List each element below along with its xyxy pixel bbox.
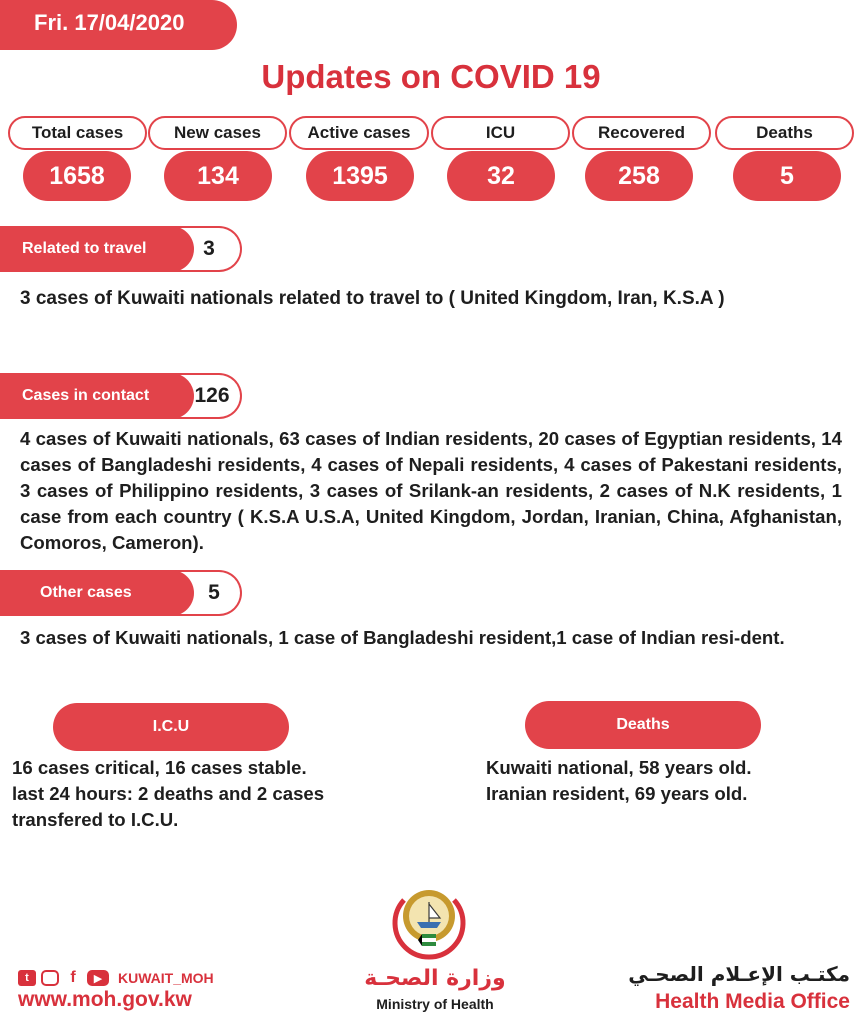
other-text: 3 cases of Kuwaiti nationals, 1 case of Bangladeshi resident,1 case of Indian resi-dent. xyxy=(20,627,785,648)
travel-count-value: 3 xyxy=(203,237,215,260)
twitter-icon[interactable]: t xyxy=(18,970,36,986)
stat-value-total: 1658 xyxy=(23,151,131,201)
ministry-name-english: Ministry of Health xyxy=(376,996,494,1012)
social-handle[interactable]: KUWAIT_MOH xyxy=(118,970,214,986)
page-title: Updates on COVID 19 xyxy=(261,58,601,95)
stat-value-active: 1395 xyxy=(306,151,414,201)
contact-header: Cases in contact xyxy=(0,373,194,419)
contact-text: 4 cases of Kuwaiti nationals, 63 cases of Indian residents, 20 cases of Egyptian residents, 14 cases of Bangladeshi residents, 4 cases of Nepali residents, 4 cases of Pakestani residents, 3 cases of Philippino residents, 3 cases of Srilank-an residents, 2 cases of N.K residents, 1 case from each country ( K.S.A U.S.A, United Kingdom, Jordan, Iranian, China, Afghanistan, Comoros, Cameron). xyxy=(20,428,842,553)
instagram-icon[interactable] xyxy=(41,970,59,986)
stat-label-new: New cases xyxy=(148,116,287,150)
travel-text: 3 cases of Kuwaiti nationals related to travel to ( United Kingdom, Iran, K.S.A ) xyxy=(20,288,725,309)
stat-label-deaths: Deaths xyxy=(715,116,854,150)
travel-header: Related to travel xyxy=(0,226,194,272)
icu-line-1: 16 cases critical, 16 cases stable. xyxy=(12,757,307,778)
facebook-icon[interactable]: f xyxy=(64,970,82,986)
stat-value-new: 134 xyxy=(164,151,272,201)
icu-line-3: transfered to I.C.U. xyxy=(12,809,179,830)
media-office-english: Health Media Office xyxy=(655,990,850,1013)
social-links xyxy=(18,970,214,986)
ministry-name-arabic: وزارة الصحـة xyxy=(364,966,506,991)
deaths-header: Deaths xyxy=(525,701,761,749)
youtube-icon[interactable]: ▶ xyxy=(87,970,109,986)
stat-label-active: Active cases xyxy=(289,116,429,150)
stat-label-icu: ICU xyxy=(431,116,570,150)
website-link[interactable]: www.moh.gov.kw xyxy=(18,988,192,1011)
deaths-line-2: Iranian resident, 69 years old. xyxy=(486,783,748,804)
stat-value-icu: 32 xyxy=(447,151,555,201)
media-office-arabic: مكتـب الإعـلام الصحـي xyxy=(628,962,850,986)
icu-line-2: last 24 hours: 2 deaths and 2 cases xyxy=(12,783,325,804)
other-count-value: 5 xyxy=(208,581,220,604)
stat-label-total: Total cases xyxy=(8,116,147,150)
date-text: Fri. 17/04/2020 xyxy=(34,10,185,35)
deaths-line-1: Kuwaiti national, 58 years old. xyxy=(486,757,752,778)
other-header: Other cases xyxy=(0,570,194,616)
stat-value-recovered: 258 xyxy=(585,151,693,201)
stat-label-recovered: Recovered xyxy=(572,116,711,150)
contact-count-value: 126 xyxy=(194,384,230,407)
ministry-emblem xyxy=(384,882,474,964)
icu-header: I.C.U xyxy=(53,703,289,751)
stat-value-deaths: 5 xyxy=(733,151,841,201)
